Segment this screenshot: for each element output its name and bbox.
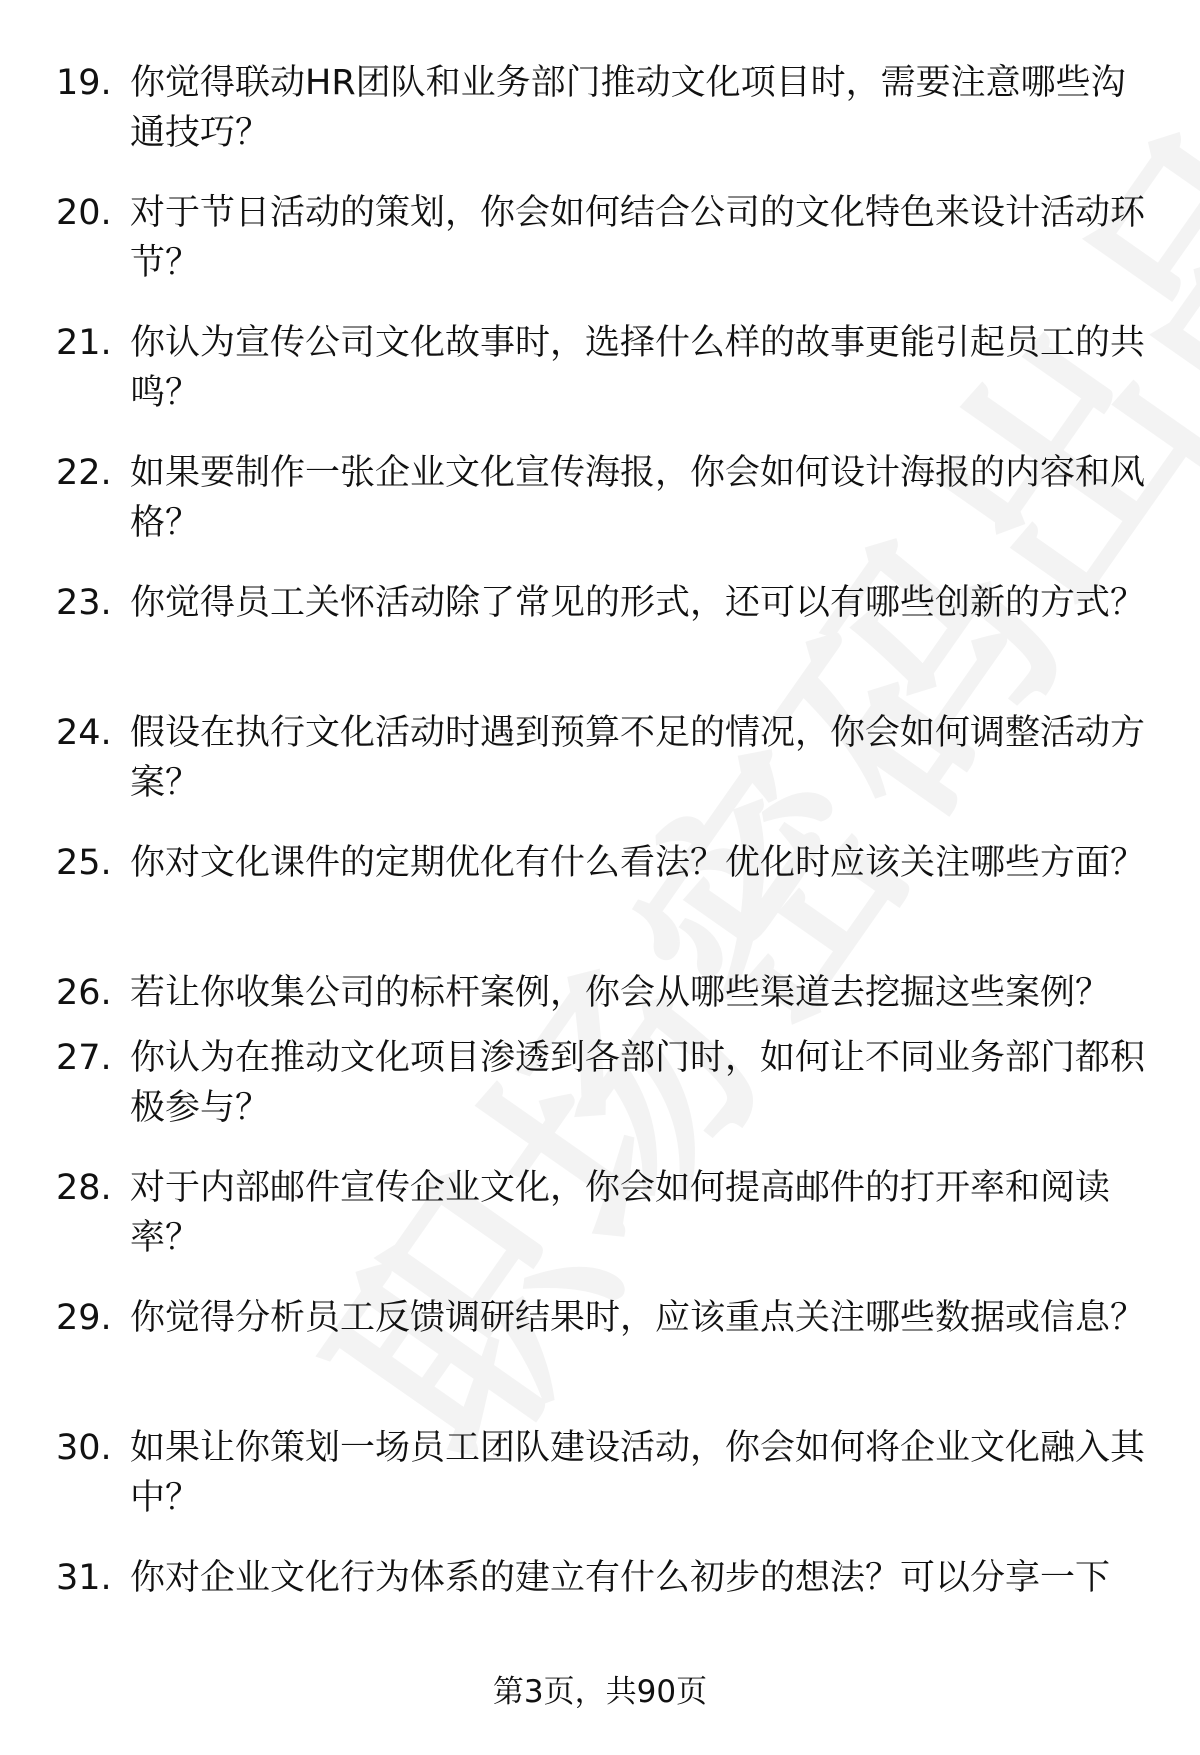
question-text: 对于内部邮件宣传企业文化，你会如何提高邮件的打开率和阅读率？: [130, 1168, 1111, 1258]
question-text: 若让你收集公司的标杆案例，你会从哪些渠道去挖掘这些案例？: [130, 973, 1111, 1013]
list-item: [56, 448, 1156, 578]
question-number: 29.: [56, 1298, 112, 1338]
list-item: [56, 578, 1156, 708]
question-text: 你觉得员工关怀活动除了常见的形式，还可以有哪些创新的方式？: [130, 583, 1146, 623]
question-number: 24.: [56, 713, 112, 753]
question-number: 19.: [56, 63, 112, 103]
question-number: 28.: [56, 1168, 112, 1208]
list-item: [56, 188, 1156, 318]
list-item: [56, 968, 1156, 1033]
question-text: 如果让你策划一场员工团队建设活动，你会如何将企业文化融入其中？: [130, 1428, 1146, 1518]
list-item: [56, 838, 1156, 968]
list-item: [56, 708, 1156, 838]
list-item: [56, 1163, 1156, 1293]
question-text: 你认为宣传公司文化故事时，选择什么样的故事更能引起员工的共鸣？: [130, 323, 1146, 413]
list-item: [56, 1553, 1156, 1618]
question-text: 你对文化课件的定期优化有什么看法？优化时应该关注哪些方面？: [130, 843, 1146, 883]
question-number: 20.: [56, 193, 112, 233]
question-text: 你认为在推动文化项目渗透到各部门时，如何让不同业务部门都积极参与？: [130, 1038, 1146, 1128]
question-number: 25.: [56, 843, 112, 883]
question-text: 你觉得联动HR团队和业务部门推动文化项目时，需要注意哪些沟通技巧？: [130, 63, 1126, 153]
question-number: 22.: [56, 453, 112, 493]
question-text: 对于节日活动的策划，你会如何结合公司的文化特色来设计活动环节？: [130, 193, 1146, 283]
question-number: 30.: [56, 1428, 112, 1468]
question-number: 21.: [56, 323, 112, 363]
page-number: 第3页，共90页: [492, 1674, 708, 1710]
question-list: [56, 58, 1156, 1618]
question-number: 23.: [56, 583, 112, 623]
question-text: 你对企业文化行为体系的建立有什么初步的想法？可以分享一下: [130, 1558, 1111, 1598]
list-item: [56, 58, 1156, 188]
list-item: [56, 1423, 1156, 1553]
question-text: 如果要制作一张企业文化宣传海报，你会如何设计海报的内容和风格？: [130, 453, 1146, 543]
list-item: [56, 1033, 1156, 1163]
question-number: 27.: [56, 1038, 112, 1078]
question-text: 假设在执行文化活动时遇到预算不足的情况，你会如何调整活动方案？: [130, 713, 1146, 803]
question-text: 你觉得分析员工反馈调研结果时，应该重点关注哪些数据或信息？: [130, 1298, 1146, 1338]
list-item: [56, 318, 1156, 448]
question-number: 31.: [56, 1558, 112, 1598]
question-number: 26.: [56, 973, 112, 1013]
list-item: [56, 1293, 1156, 1423]
